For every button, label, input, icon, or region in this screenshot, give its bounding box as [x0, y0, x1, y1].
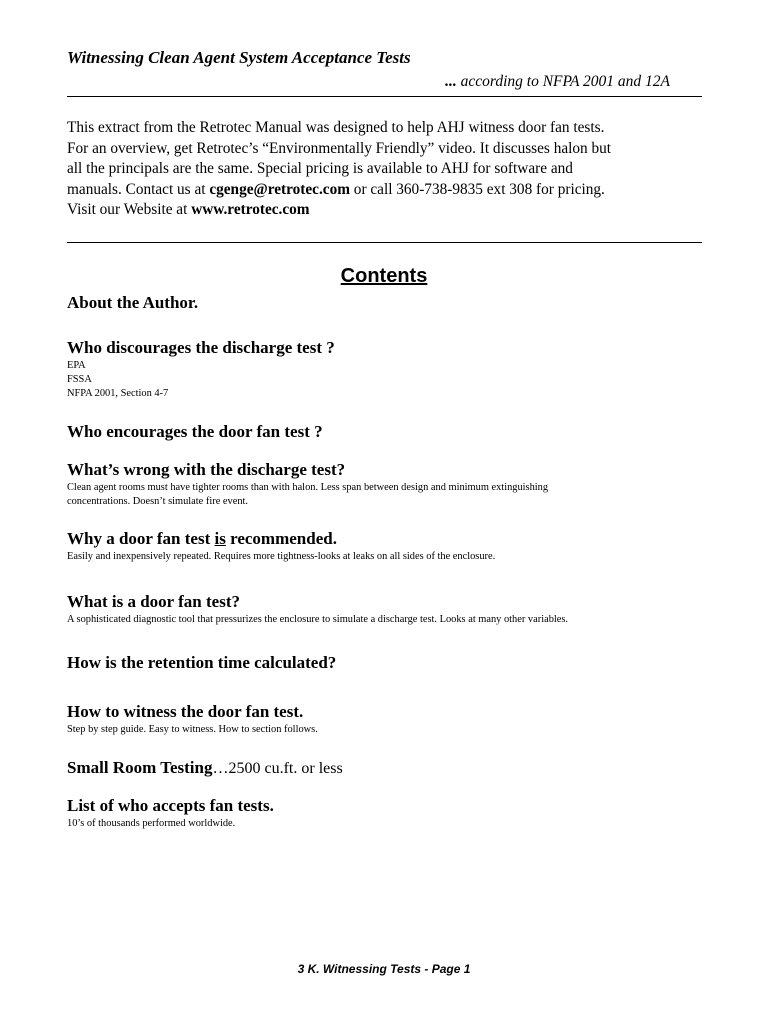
list-item: NFPA 2001, Section 4-7 — [67, 388, 169, 399]
intro-paragraph — [67, 118, 707, 221]
contents-entry-encourages — [67, 421, 707, 443]
entry-description: A sophisticated diagnostic tool that pressurizes the enclosure to simulate a discharge test. Looks at many other variables. — [67, 614, 569, 625]
entry-title: What’s wrong with the discharge test? — [67, 460, 346, 479]
top-divider — [67, 96, 702, 97]
entry-title-extra: …2500 cu.ft. or less — [212, 760, 343, 777]
document-subtitle — [445, 73, 670, 91]
middle-divider — [67, 242, 702, 243]
entry-description: Clean agent rooms must have tighter rooms than with halon. Less span between design and minimum extinguishing — [67, 482, 549, 493]
contents-heading: Contents — [340, 265, 428, 287]
contents-entry-witness — [67, 701, 707, 737]
contents-entry-list — [67, 795, 707, 831]
entry-title: About the Author. — [67, 293, 199, 312]
website-link[interactable]: www.retrotec.com — [191, 201, 310, 218]
entry-description: concentrations. Doesn’t simulate fire event. — [67, 496, 249, 507]
intro-line — [67, 200, 707, 221]
intro-text: manuals. Contact us at — [67, 180, 210, 198]
list-item: FSSA — [67, 374, 92, 385]
list-item: EPA — [67, 360, 86, 371]
entry-title: List of who accepts fan tests. — [67, 796, 274, 815]
entry-description: 10’s of thousands performed worldwide. — [67, 818, 236, 829]
entry-title: Who discourages the discharge test ? — [67, 338, 335, 357]
contents-entry-retention — [67, 652, 707, 674]
entry-title-part: Small Room Testing — [67, 758, 213, 777]
intro-text: or call 360-738-9835 ext 308 for pricing. — [349, 180, 605, 198]
entry-title-emphasis: is — [214, 529, 226, 548]
entry-title: Who encourages the door fan test ? — [67, 422, 323, 441]
intro-line: all the principals are the same. Special pricing is available to AHJ for software and — [67, 160, 573, 177]
page-footer: 3 K. Witnessing Tests - Page 1 — [297, 962, 471, 976]
entry-description: Easily and inexpensively repeated. Requires more tightness-looks at leaks on all sides of the enclosure. — [67, 551, 496, 562]
subtitle-text: according to NFPA 2001 and 12A — [460, 73, 670, 90]
contents-entry-small-room — [67, 757, 707, 780]
entry-title: How to witness the door fan test. — [67, 702, 304, 721]
entry-title-part: recommended. — [225, 529, 337, 548]
contents-entry-wrong — [67, 459, 707, 509]
intro-line: This extract from the Retrotec Manual was designed to help AHJ witness door fan tests. — [67, 119, 605, 136]
intro-line — [67, 180, 707, 201]
contents-entry-what — [67, 591, 707, 627]
subtitle-ellipsis: ... — [445, 73, 457, 90]
document-title: Witnessing Clean Agent System Acceptance Tests — [67, 48, 411, 67]
entry-description: Step by step guide. Easy to witness. How to section follows. — [67, 724, 318, 735]
entry-title — [67, 528, 707, 550]
contents-entry-about — [67, 292, 707, 314]
entry-title: How is the retention time calculated? — [67, 653, 337, 672]
intro-text: Visit our Website at — [67, 201, 192, 218]
contents-entry-why — [67, 528, 707, 564]
entry-title-part: Why a door fan test — [67, 529, 215, 548]
entry-title — [67, 757, 707, 780]
email-link[interactable]: cgenge@retrotec.com — [209, 180, 350, 198]
entry-title: What is a door fan test? — [67, 592, 240, 611]
intro-line: For an overview, get Retrotec’s “Environmentally Friendly” video. It discusses halon but — [67, 139, 612, 157]
contents-entry-discourages — [67, 337, 707, 401]
